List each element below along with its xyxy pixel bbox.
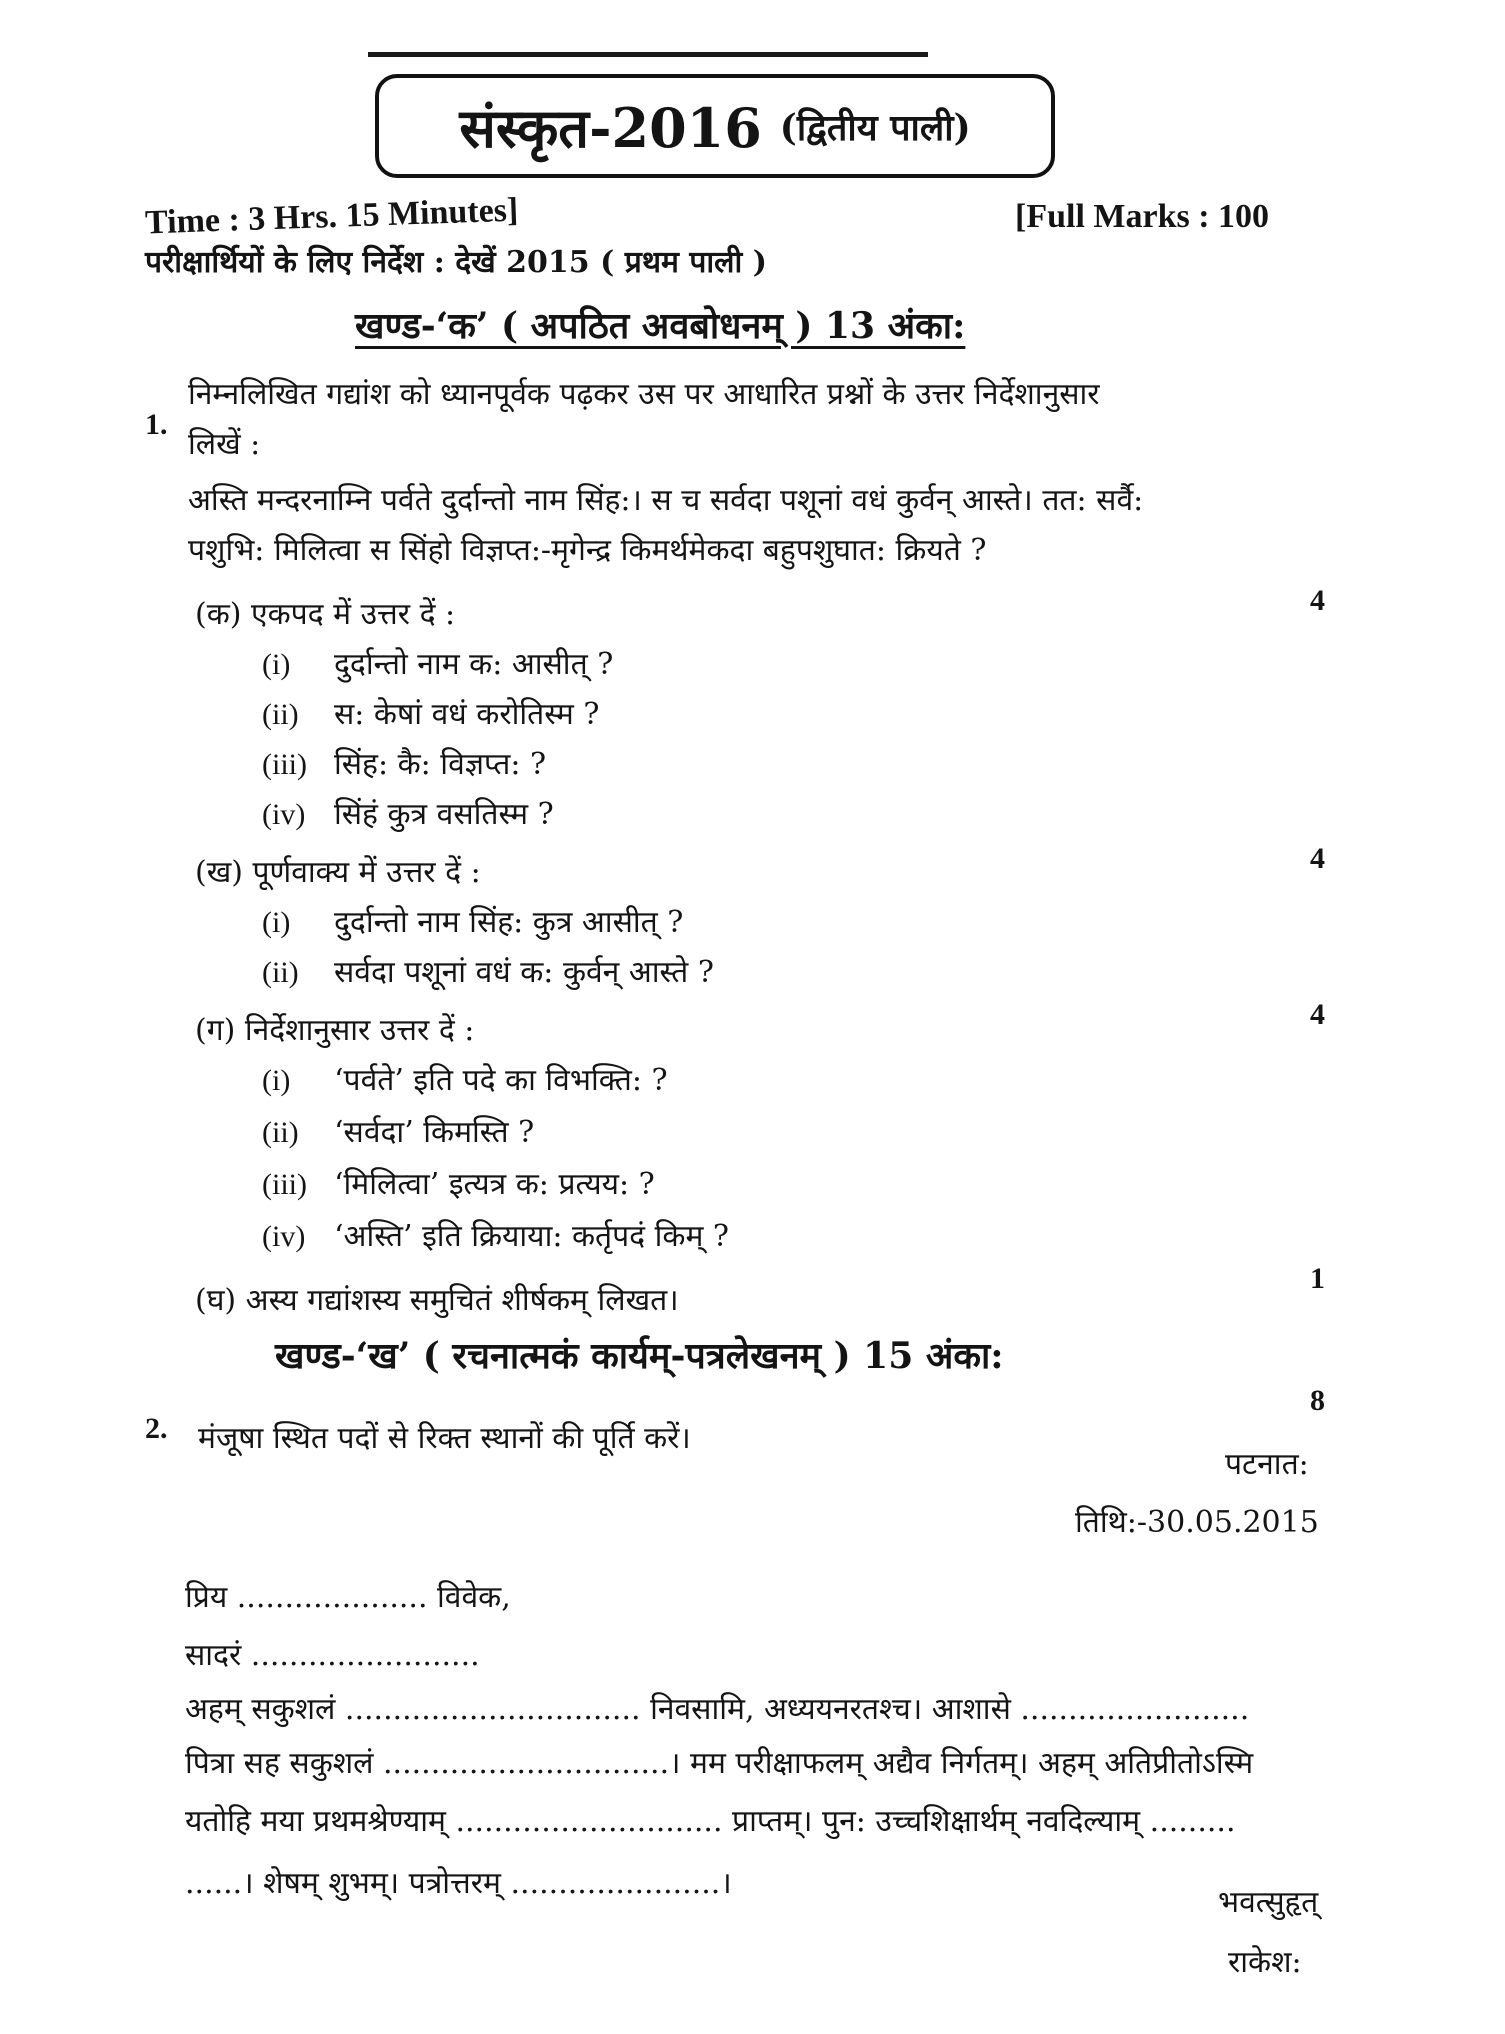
list-item: (ii) सर्वदा पशूनां वधं क: कुर्वन् आस्ते ?	[262, 955, 714, 990]
passage-line: अस्ति मन्दरनाम्नि पर्वते दुर्दान्तो नाम सिंह:। स च सर्वदा पशूनां वधं कुर्वन् आस्ते। तत: सर्वै:	[188, 483, 1144, 518]
subpart-marks: 1	[1310, 1262, 1325, 1295]
list-item: (iii) ‘मिलित्वा’ इत्यत्र क: प्रत्यय: ?	[262, 1167, 655, 1202]
letter-date: तिथि:-30.05.2015	[1075, 1505, 1319, 1540]
candidate-instruction: परीक्षार्थियों के लिए निर्देश : देखें 2015 ( प्रथम पाली )	[145, 245, 767, 280]
subpart-label: (क) एकपद में उत्तर दें :	[195, 597, 456, 632]
section-kha-heading: खण्ड-‘ख’ ( रचनात्मकं कार्यम्-पत्रलेखनम् ) 15 अंका:	[275, 1335, 1004, 1377]
list-item: (ii) स: केषां वधं करोतिस्म ?	[262, 697, 600, 732]
title-box	[375, 74, 1055, 178]
letter-line: ......। शेषम् शुभम्। पत्रोत्तरम् ......................।	[185, 1866, 732, 1901]
subpart-label: (घ) अस्य गद्यांशस्य समुचितं शीर्षकम् लिखत।	[195, 1283, 679, 1318]
list-item: (iii) सिंह: कै: विज्ञप्त: ?	[262, 747, 547, 782]
question-text: लिखें :	[188, 427, 261, 462]
letter-place: पटनात:	[1225, 1447, 1309, 1482]
exam-title: संस्कृत-2016	[459, 96, 762, 160]
letter-line: सादरं ........................	[185, 1638, 480, 1673]
letter-line: अहम् सकुशलं ............................... निवसामि, अध्ययनरतश्च। आशासे ........................	[185, 1692, 1250, 1727]
subpart-label: (ख) पूर्णवाक्य में उत्तर दें :	[195, 855, 481, 890]
letter-line: यतोहि मया प्रथमश्रेण्याम् ............................ प्राप्तम्। पुन: उच्चशिक्षार्थम् नवदिल्याम् .........	[185, 1804, 1236, 1839]
subpart-marks: 4	[1310, 842, 1325, 875]
question-text: मंजूषा स्थित पदों से रिक्त स्थानों की पूर्ति करें।	[198, 1421, 691, 1456]
list-item: (i) दुर्दान्तो नाम क: आसीत् ?	[262, 647, 614, 682]
question-text: निम्नलिखित गद्यांश को ध्यानपूर्वक पढ़कर उस पर आधारित प्रश्नों के उत्तर निर्देशानुसार	[188, 377, 1100, 412]
subpart-marks: 4	[1310, 998, 1325, 1031]
list-item: (iv) सिंहं कुत्र वसतिस्म ?	[262, 797, 554, 832]
time-allowed: Time : 3 Hrs. 15 Minutes]	[144, 191, 519, 242]
passage-line: पशुभि: मिलित्वा स सिंहो विज्ञप्त:-मृगेन्द्र किमर्थमेकदा बहुपशुघात: क्रियते ?	[188, 533, 987, 568]
subpart-marks: 4	[1310, 584, 1325, 617]
question-number: 1.	[145, 408, 168, 441]
letter-closing: भवत्सुहृत्	[1218, 1885, 1319, 1920]
section-ka-heading: खण्ड-‘क’ ( अपठित अवबोधनम् ) 13 अंका:	[355, 305, 966, 347]
subpart-label: (ग) निर्देशानुसार उत्तर दें :	[195, 1013, 475, 1048]
full-marks: [Full Marks : 100	[1015, 198, 1270, 235]
list-item: (iv) ‘अस्ति’ इति क्रियाया: कर्तृपदं किम् ?	[262, 1219, 730, 1254]
list-item: (i) ‘पर्वते’ इति पदे का विभक्ति: ?	[262, 1063, 668, 1098]
question-number: 2.	[145, 1412, 168, 1445]
list-item: (ii) ‘सर्वदा’ किमस्ति ?	[262, 1115, 535, 1150]
exam-shift: (द्वितीय पाली)	[779, 106, 971, 149]
letter-line: प्रिय .................... विवेक,	[185, 1580, 511, 1615]
top-rule	[368, 52, 928, 57]
letter-signature: राकेश:	[1228, 1945, 1302, 1980]
question-marks: 8	[1310, 1384, 1325, 1417]
letter-line: पित्रा सह सकुशलं ..............................। मम परीक्षाफलम् अद्यैव निर्गतम्। अहम् अतिप्रीतोऽस्मि	[185, 1746, 1254, 1781]
list-item: (i) दुर्दान्तो नाम सिंह: कुत्र आसीत् ?	[262, 905, 684, 940]
